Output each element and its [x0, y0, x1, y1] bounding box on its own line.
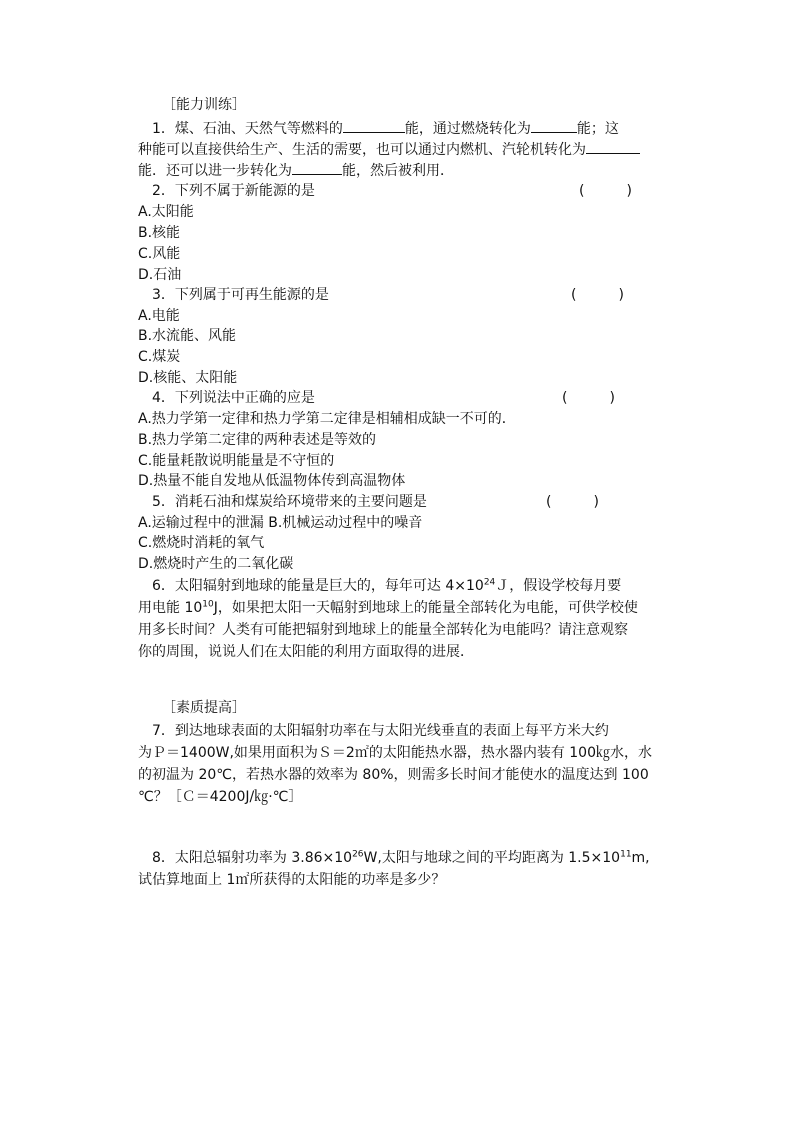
- question-6-line-3: 用多长时间？人类有可能把辐射到地球上的能量全部转化为电能吗？请注意观察: [138, 622, 628, 638]
- q6-text-c: 用电能 10: [138, 600, 203, 616]
- question-3-stem: [152, 285, 698, 305]
- question-6-line-4: 你的周围，说说人们在太阳能的利用方面取得的进展．: [138, 644, 474, 660]
- q4-option-d: D.热量不能自发地从低温物体传到高温物体: [138, 473, 406, 489]
- q3-answer-paren: ( ): [571, 287, 624, 303]
- q8-text-a: 8．太阳总辐射功率为 3.86×10: [152, 850, 353, 866]
- q2-option-b: B.核能: [138, 225, 181, 241]
- q5-answer-paren: ( ): [546, 494, 599, 510]
- q2-option-d: D.石油: [138, 267, 182, 283]
- question-7-line-3: 的初温为 20℃，若热水器的效率为 80%，则需多长时间才能使水的温度达到 100: [138, 767, 649, 783]
- q1-text-b: 能，通过燃烧转化为: [404, 121, 531, 137]
- q5-option-c: C.燃烧时消耗的氧气: [138, 535, 265, 551]
- q3-option-a: A.电能: [138, 308, 180, 324]
- q1-blank-3: [586, 139, 640, 154]
- question-8-line-2: 试估算地面上 1㎡所获得的太阳能的功率是多少？: [138, 872, 446, 888]
- q1-text-d: 种能可以直接供给生产、生活的需要，也可以通过内燃机、汽轮机转化为: [138, 142, 586, 158]
- q6-text-b: Ｊ，假设学校每月要: [495, 578, 622, 594]
- q3-stem-text: 3．下列属于可再生能源的是: [152, 287, 329, 303]
- q1-blank-2: [531, 118, 577, 133]
- question-7-line-1: 7．到达地球表面的太阳辐射功率在与太阳光线垂直的表面上每平方米大约: [152, 723, 609, 739]
- question-6-line-1: [152, 576, 698, 596]
- q3-option-b: B.水流能、风能: [138, 328, 237, 344]
- section-heading-training: ［能力训练］: [162, 97, 246, 113]
- question-7-line-2: 为Ｐ＝1400W,如果用面积为Ｓ＝2㎡的太阳能热水器，热水器内装有 100㎏水，水: [138, 745, 652, 761]
- question-6-line-2: [138, 598, 684, 618]
- question-7-line-4: ℃？［Ｃ＝4200J/㎏·℃］: [138, 789, 303, 805]
- q5-option-d: D.燃烧时产生的二氧化碳: [138, 556, 294, 572]
- question-8-line-1: [152, 848, 698, 868]
- q3-option-d: D.核能、太阳能: [138, 370, 238, 386]
- q1-text-c: 能；这: [576, 121, 619, 137]
- q6-text-d: J，如果把太阳一天幅射到地球上的能量全部转化为电能，可供学校使: [213, 600, 638, 616]
- question-1-line-2: [138, 139, 684, 159]
- q1-text-e: 能．还可以进一步转化为: [138, 163, 292, 179]
- q4-option-c: C.能量耗散说明能量是不守恒的: [138, 453, 335, 469]
- q1-text-a: 1．煤、石油、天然气等燃料的: [152, 121, 343, 137]
- q8-exponent-1: 26: [352, 849, 364, 860]
- q1-blank-1: [343, 118, 405, 133]
- section-heading-improve: ［素质提高］: [162, 700, 246, 716]
- q4-answer-paren: ( ): [562, 390, 615, 406]
- question-5-stem: [152, 492, 698, 512]
- q8-text-c: m,: [631, 850, 650, 866]
- q2-option-a: A.太阳能: [138, 204, 194, 220]
- question-2-stem: [152, 181, 698, 201]
- q3-option-c: C.煤炭: [138, 349, 181, 365]
- q1-text-f: 能，然后被利用．: [342, 163, 454, 179]
- question-1-line-1: [152, 118, 698, 138]
- q2-answer-paren: ( ): [579, 183, 632, 199]
- q2-stem-text: 2．下列不属于新能源的是: [152, 183, 315, 199]
- q6-exponent-1: 24: [483, 577, 496, 588]
- q4-option-b: B.热力学第二定律的两种表述是等效的: [138, 432, 377, 448]
- q2-option-c: C.风能: [138, 246, 181, 262]
- q1-blank-4: [292, 160, 342, 175]
- q6-text-a: 6．太阳辐射到地球的能量是巨大的，每年可达 4×10: [152, 578, 484, 594]
- q5-stem-text: 5．消耗石油和煤炭给环境带来的主要问题是: [152, 494, 427, 510]
- q8-text-b: W,太阳与地球之间的平均距离为 1.5×10: [363, 850, 621, 866]
- question-4-stem: [152, 388, 698, 408]
- q8-exponent-2: 11: [620, 849, 632, 860]
- q5-option-a-b: A.运输过程中的泄漏 B.机械运动过程中的噪音: [138, 515, 423, 531]
- q4-option-a: A.热力学第一定律和热力学第二定律是相辅相成缺一不可的．: [138, 411, 516, 427]
- question-1-line-3: [138, 160, 684, 180]
- q6-exponent-2: 10: [202, 599, 214, 610]
- q4-stem-text: 4．下列说法中正确的应是: [152, 390, 315, 406]
